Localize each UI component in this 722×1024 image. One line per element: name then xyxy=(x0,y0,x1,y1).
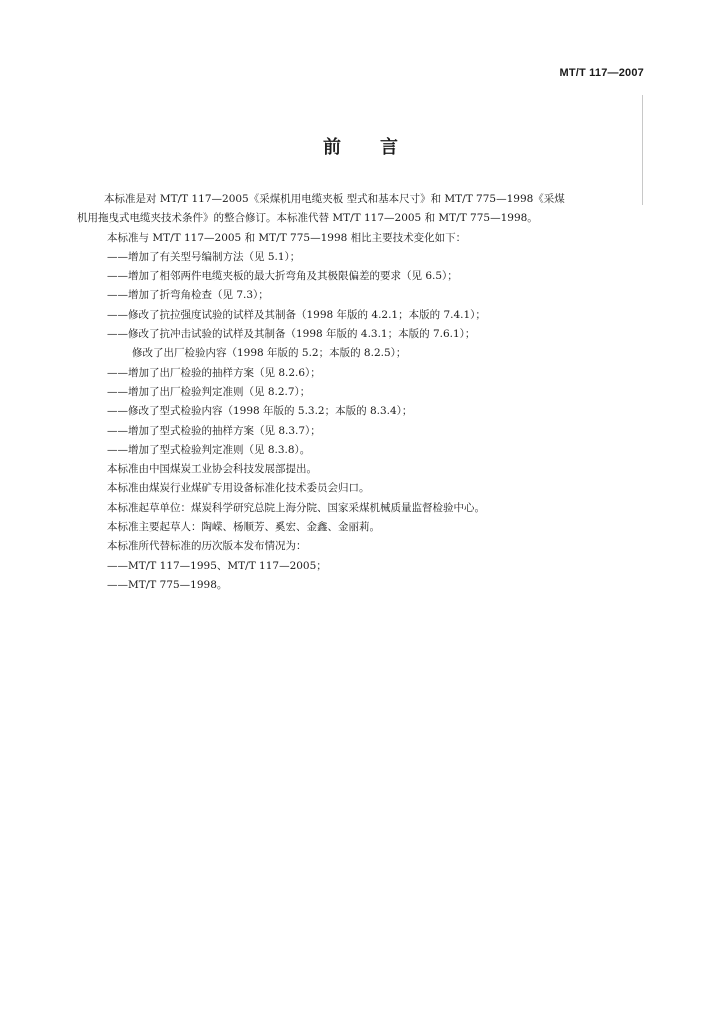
foreword-line: ——增加了型式检验判定准则（见 8.3.8）。 xyxy=(107,443,311,456)
page-title xyxy=(0,133,722,159)
foreword-line: 本标准是对 MT/T 117—2005《采煤机用电缆夹板 型式和基本尺寸》和 MT/T 775—1998《采煤 xyxy=(104,193,565,205)
foreword-line: 本标准由中国煤炭工业协会科技发展部提出。 xyxy=(107,463,317,476)
foreword-line: ——增加了出厂检验判定准则（见 8.2.7）； xyxy=(107,385,311,398)
foreword-line: ——修改了抗冲击试验的试样及其制备（1998 年版的 4.3.1；本版的 7.6.1）； xyxy=(107,328,476,341)
foreword-line: 修改了出厂检验内容（1998 年版的 5.2；本版的 8.2.5）； xyxy=(132,347,407,360)
foreword-line: ——修改了抗拉强度试验的试样及其制备（1998 年版的 4.2.1；本版的 7.4.1）； xyxy=(107,308,486,321)
foreword-line: ——MT/T 775—1998。 xyxy=(107,578,228,591)
foreword-line: ——增加了有关型号编制方法（见 5.1）； xyxy=(107,250,301,263)
standard-code-header: MT/T 117—2007 xyxy=(559,67,644,79)
title-char-1: 前 xyxy=(323,137,342,158)
foreword-line: ——增加了相邻两件电缆夹板的最大折弯角及其极限偏差的要求（见 6.5）； xyxy=(107,270,458,283)
foreword-line: 本标准由煤炭行业煤矿专用设备标准化技术委员会归口。 xyxy=(107,482,370,495)
foreword-body xyxy=(77,190,656,595)
foreword-line: 本标准主要起草人：陶嵘、杨顺芳、奚宏、金鑫、金丽莉。 xyxy=(107,521,380,534)
foreword-line: 本标准起草单位：煤炭科学研究总院上海分院、国家采煤机械质量监督检验中心。 xyxy=(107,501,485,514)
foreword-line: ——修改了型式检验内容（1998 年版的 5.3.2；本版的 8.3.4）； xyxy=(107,405,413,418)
foreword-line: ——增加了出厂检验的抽样方案（见 8.2.6）； xyxy=(107,366,321,379)
foreword-line: ——增加了型式检验的抽样方案（见 8.3.7）； xyxy=(107,424,321,437)
foreword-line: 本标准所代替标准的历次版本发布情况为： xyxy=(107,540,307,553)
foreword-line: ——MT/T 117—1995、MT/T 117—2005； xyxy=(107,559,327,572)
foreword-line: ——增加了折弯角检查（见 7.3）； xyxy=(107,289,269,302)
foreword-line: 本标准与 MT/T 117—2005 和 MT/T 775—1998 相比主要技术变化如下： xyxy=(107,231,467,244)
title-char-2: 言 xyxy=(380,137,399,158)
foreword-line: 机用拖曳式电缆夹技术条件》的整合修订。本标准代替 MT/T 117—2005 和 MT/T 775—1998。 xyxy=(77,212,538,225)
